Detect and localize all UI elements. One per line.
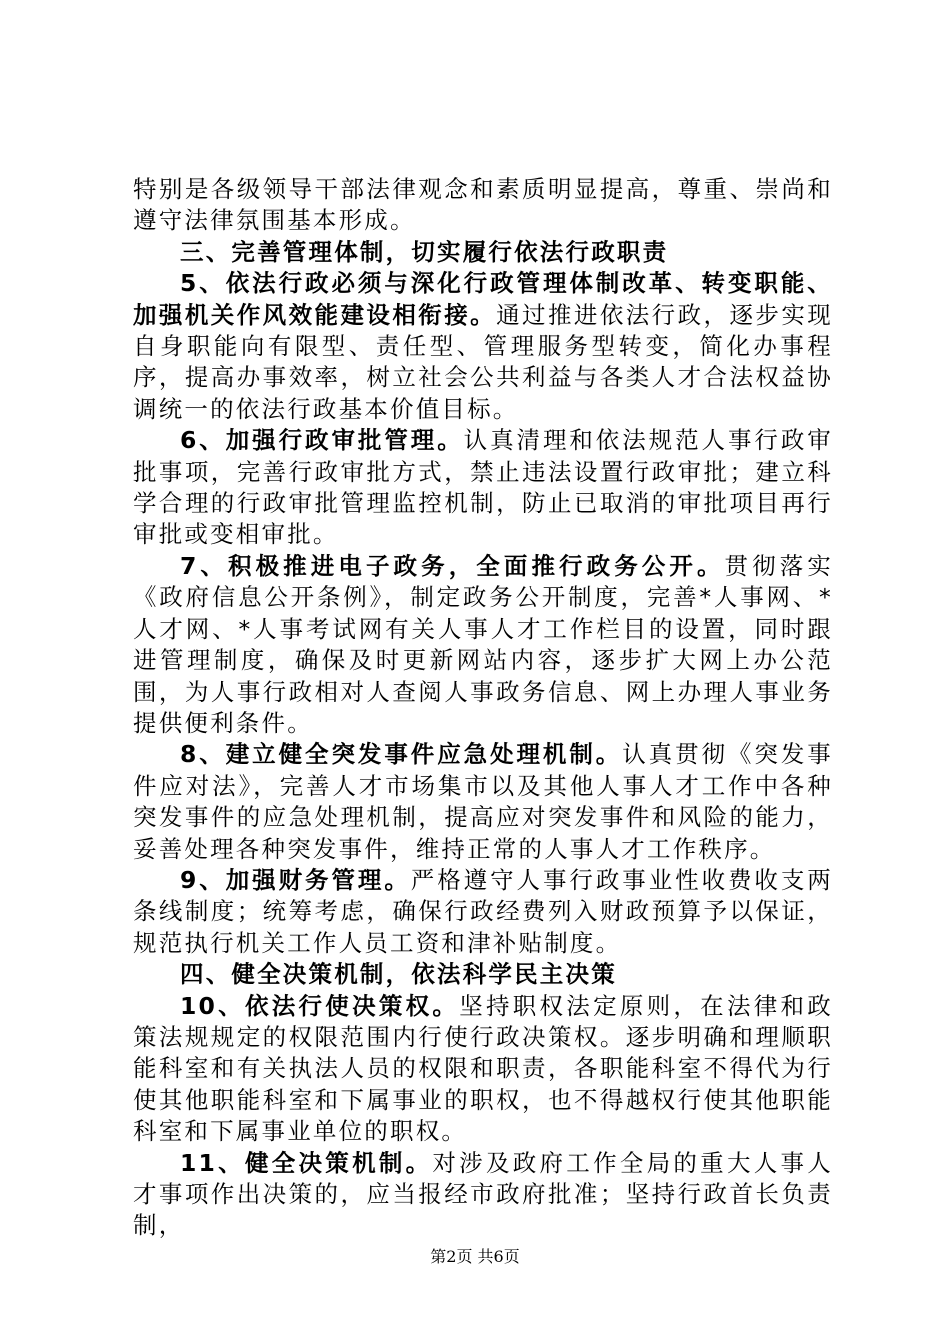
section-heading-text: 三、完善管理体制，切实履行依法行政职责 bbox=[180, 237, 669, 266]
paragraph-text: 对涉及政府工作全局的重大人事人才事项作出决策的，应当报经市政府批准；坚持行政首长负责制， bbox=[133, 1148, 833, 1240]
paragraph-text: 认真贯彻《突发事件应对法》，完善人才市场集市以及其他人事人才工作中各种突发事件的应急处理机制，提高应对突发事件和风险的能力，妥善处理各种突发事件，维持正常的人事人才工作秩序。 bbox=[133, 740, 833, 863]
item-lead: 9、加强财务管理。 bbox=[180, 865, 411, 894]
item-lead: 11、健全决策机制。 bbox=[180, 1148, 433, 1177]
page-number-footer: 第2页 共6页 bbox=[430, 1247, 520, 1266]
paragraph-item-8 bbox=[133, 739, 833, 865]
paragraph-continuation bbox=[133, 174, 833, 237]
item-lead: 7、积极推进电子政务，全面推行政务公开。 bbox=[180, 551, 725, 580]
paragraph-item-7 bbox=[133, 551, 833, 739]
paragraph-text: 严格遵守人事行政事业性收费收支两条线制度；统筹考虑，确保行政经费列入财政预算予以保证，规范执行机关工作人员工资和津补贴制度。 bbox=[133, 865, 834, 957]
paragraph-item-6 bbox=[133, 425, 833, 551]
item-lead: 5、依法行政必须与深化行政管理体制改革、转变职能、加强机关作风效能建设相衔接。 bbox=[133, 269, 833, 329]
item-lead: 10、依法行使决策权。 bbox=[180, 991, 460, 1020]
paragraph-item-5 bbox=[133, 268, 833, 425]
section-heading-text: 四、健全决策机制，依法科学民主决策 bbox=[180, 960, 617, 989]
paragraph-item-10 bbox=[133, 991, 833, 1148]
paragraph-item-11 bbox=[133, 1148, 833, 1242]
section-heading-4 bbox=[133, 959, 833, 990]
paragraph-text: 特别是各级领导干部法律观念和素质明显提高，尊重、崇尚和遵守法律氛围基本形成。 bbox=[133, 175, 833, 235]
paragraph-item-9 bbox=[133, 865, 833, 959]
paragraph-text: 贯彻落实《政府信息公开条例》，制定政务公开制度，完善*人事网、*人才网、*人事考试网有关人事人才工作栏目的设置，同时跟进管理制度，确保及时更新网站内容，逐步扩大网上办公范围，为人事行政相对人查阅人事政务信息、网上办理人事业务提供便利条件。 bbox=[133, 551, 833, 737]
paragraph-text: 坚持职权法定原则，在法律和政策法规规定的权限范围内行使行政决策权。逐步明确和理顺职能科室和有关执法人员的权限和职责，各职能科室不得代为行使其他职能科室和下属事业的职权，也不得越权行使其他职能科室和下属事业单位的职权。 bbox=[133, 991, 833, 1146]
paragraph-text: 通过推进依法行政，逐步实现自身职能向有限型、责任型、管理服务型转变，简化办事程序，提高办事效率，树立社会公共利益与各类人才合法权益协调统一的依法行政基本价值目标。 bbox=[133, 300, 833, 423]
section-heading-3 bbox=[133, 237, 833, 268]
document-body bbox=[133, 174, 833, 1242]
item-lead: 8、建立健全突发事件应急处理机制。 bbox=[180, 740, 623, 769]
item-lead: 6、加强行政审批管理。 bbox=[180, 426, 464, 455]
paragraph-text: 认真清理和依法规范人事行政审批事项，完善行政审批方式，禁止违法设置行政审批；建立科学合理的行政审批管理监控机制，防止已取消的审批项目再行审批或变相审批。 bbox=[133, 426, 833, 549]
